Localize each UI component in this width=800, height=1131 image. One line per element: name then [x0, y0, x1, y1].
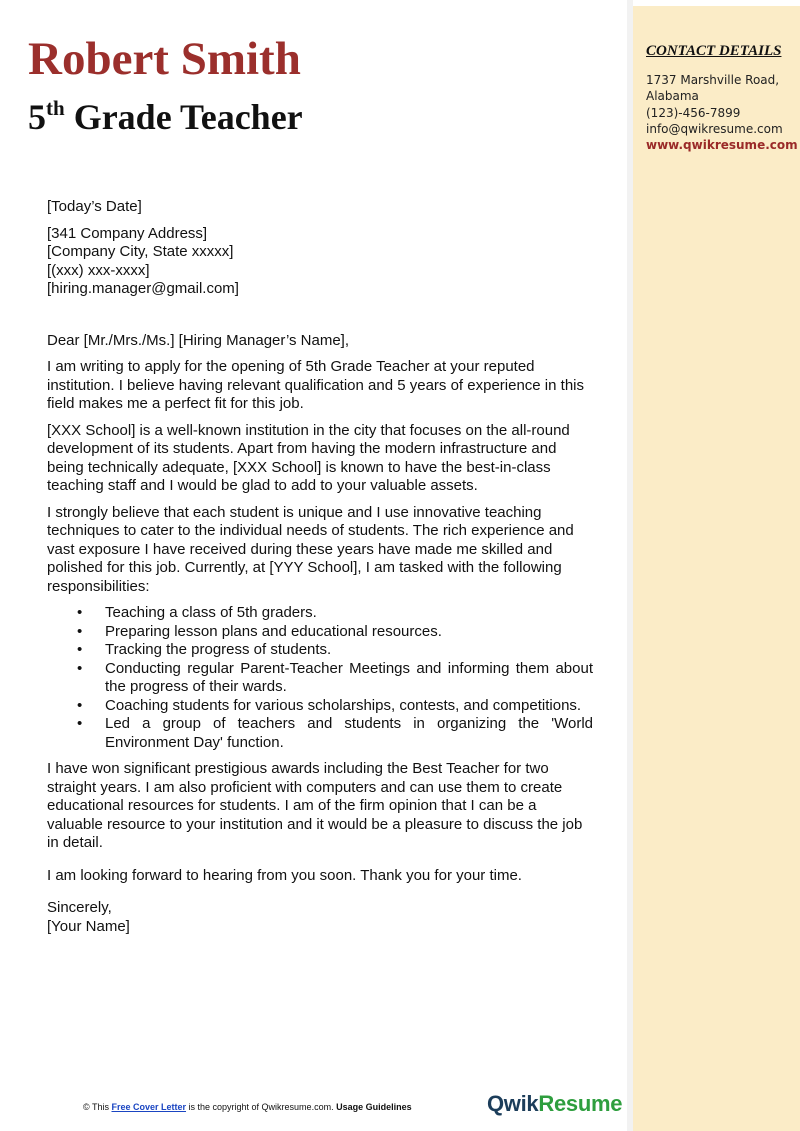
salutation: Dear [Mr./Mrs./Ms.] [Hiring Manager’s Name], [47, 331, 350, 349]
job-title-text: Grade Teacher [64, 97, 303, 137]
paragraph: I am looking forward to hearing from you soon. Thank you for your time. [47, 866, 522, 884]
list-item: • Conducting regular Parent-Teacher Meetings and informing them about the progress of their wards. [77, 659, 593, 695]
letter-body [47, 198, 593, 936]
list-item: • Tracking the progress of students. [77, 641, 332, 658]
signoff: Sincerely, [47, 899, 112, 916]
bullet-icon: • [77, 604, 83, 621]
qwikresume-logo[interactable]: QwikResume [487, 1091, 623, 1116]
recipient-line: [Company City, State xxxxx] [47, 243, 234, 260]
job-title-number: 5 [28, 97, 46, 137]
recipient-line: [hiring.manager@gmail.com] [47, 280, 239, 297]
list-item: • Led a group of teachers and students in organizing the 'World Environment Day' function. [77, 715, 593, 751]
paragraph: I have won significant prestigious awards including the Best Teacher for two straight years. I am also proficient with computers and can use them to create educational resources for students. I am of the firm opinion that I can be a valuable resource to your institution and it would be a pleasure to discuss the job in detail. [47, 760, 583, 851]
list-item: • Teaching a class of 5th graders. [77, 604, 317, 621]
bullet-icon: • [77, 622, 83, 640]
list-item: • Preparing lesson plans and educational resources. [77, 622, 442, 640]
paragraph: I strongly believe that each student is unique and I use innovative teaching techniques to cater to the individual needs of students. The rich experience and vast exposure I have received during these years have made me skilled and polished for this job. Currently, at [YYY School], I am tasked with the following responsibilities: [47, 503, 574, 595]
bullet-icon: • [77, 659, 83, 677]
contact-phone: (123)-456-7899 [646, 106, 741, 120]
paragraph: [XXX School] is a well-known institution in the city that focuses on the all-round development of its students. Apart from having the modern infrastructure and being technically adequate, [XXX School] is known to have the best-in-class teaching staff and I would be glad to add to your valuable assets. [47, 421, 570, 494]
job-title [28, 97, 303, 137]
responsibilities-list [47, 604, 593, 752]
recipient-line: [341 Company Address] [47, 224, 208, 242]
contact-heading: CONTACT DETAILS [646, 43, 782, 59]
contact-website[interactable]: www.qwikresume.com [646, 138, 798, 152]
recipient-line: [(xxx) xxx-xxxx] [47, 261, 150, 279]
bullet-icon: • [77, 715, 83, 732]
footer-copyright: © This Free Cover Letter is the copyright of Qwikresume.com. Usage Guidelines [83, 1102, 412, 1112]
usage-guidelines-link[interactable]: Usage Guidelines [336, 1102, 412, 1112]
contact-address-line1: 1737 Marshville Road, [646, 73, 780, 87]
signature: [Your Name] [47, 917, 130, 935]
contact-sidebar [633, 6, 800, 1131]
free-cover-letter-link[interactable]: Free Cover Letter [111, 1102, 187, 1112]
letter-date: [Today’s Date] [47, 198, 142, 215]
job-title-ordinal: th [46, 96, 65, 120]
candidate-name: Robert Smith [28, 33, 301, 85]
contact-address-line2: Alabama [646, 89, 699, 103]
paragraph: I am writing to apply for the opening of 5th Grade Teacher at your reputed institution. I believe having relevant qualification and 5 years of experience in this field makes me a perfect fit for this job. [47, 358, 584, 412]
list-item: • Coaching students for various scholarships, contests, and competitions. [77, 696, 582, 714]
copyright-icon: © [83, 1102, 90, 1112]
contact-email[interactable]: info@qwikresume.com [646, 122, 783, 136]
bullet-icon: • [77, 696, 83, 714]
bullet-icon: • [77, 641, 83, 658]
